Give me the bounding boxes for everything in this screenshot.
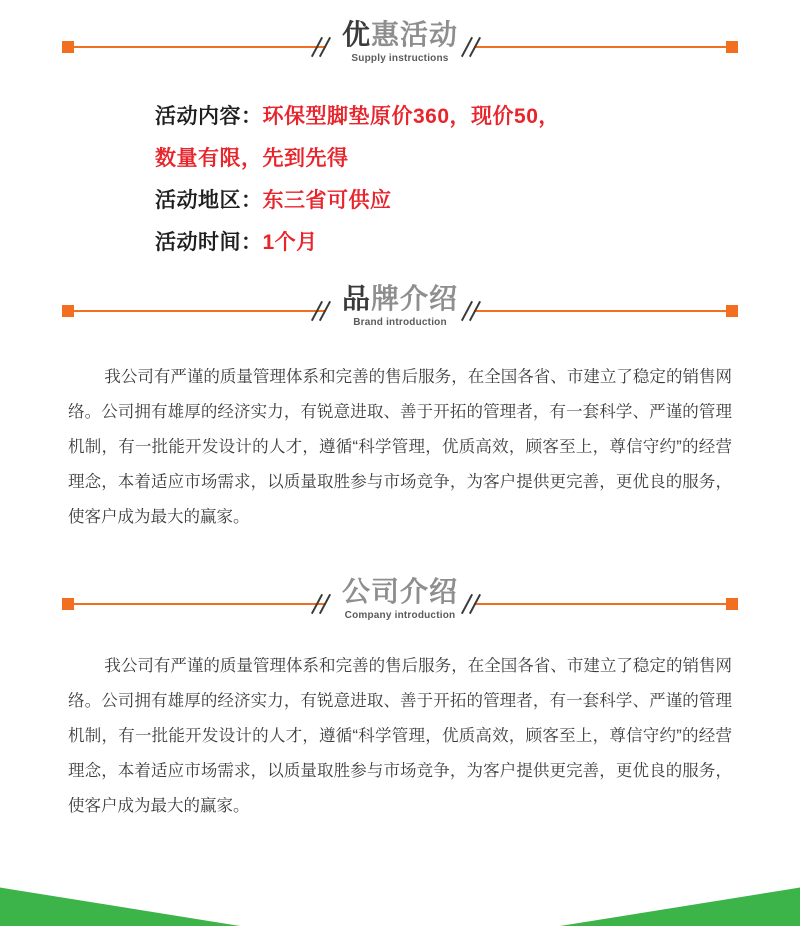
section-header-company-introduction	[68, 575, 732, 631]
promo-row	[155, 222, 800, 264]
section-title-cn	[342, 18, 458, 52]
green-band-shape	[0, 864, 800, 926]
slash-decoration-right-icon	[462, 593, 488, 615]
section-header-brand-introduction	[68, 282, 732, 338]
section-title-brand-introduction	[326, 282, 474, 329]
section-title-cn	[342, 282, 458, 316]
company-introduction-paragraph: 我公司有严谨的质量管理体系和完善的售后服务，在全国各省、市建立了稳定的销售网络。公司拥有雄厚的经济实力，有锐意进取、善于开拓的管理者，有一套科学、严谨的管理机制，有一批能开发设计的人才，遵循“科学管理，优质高效，顾客至上，尊信守约”的经营理念，本着适应市场需求，以质量取胜参与市场竞争，为客户提供更完善，更优良的服务，使客户成为最大的赢家。	[68, 657, 732, 815]
section-title-cn-dark: 品	[341, 283, 371, 314]
slash-decoration-right-icon	[462, 300, 488, 322]
slash-decoration-left-icon	[312, 593, 338, 615]
square-marker-right-icon	[726, 305, 738, 317]
section-title-company-introduction	[326, 575, 474, 622]
promo-value: 数量有限，先到先得	[155, 147, 349, 170]
promo-label: 活动地区：	[155, 189, 263, 212]
section-spacer	[0, 535, 800, 575]
section-title-en: Brand introduction	[353, 317, 447, 328]
promo-label: 活动时间：	[155, 231, 263, 254]
section-header-supply-instructions	[68, 18, 732, 74]
bottom-green-ribbon	[0, 864, 800, 926]
promo-details	[0, 96, 800, 264]
brand-introduction-paragraph: 我公司有严谨的质量管理体系和完善的售后服务，在全国各省、市建立了稳定的销售网络。公司拥有雄厚的经济实力，有锐意进取、善于开拓的管理者，有一套科学、严谨的管理机制，有一批能开发设计的人才，遵循“科学管理，优质高效，顾客至上，尊信守约”的经营理念，本着适应市场需求，以质量取胜参与市场竞争，为客户提供更完善，更优良的服务，使客户成为最大的赢家。	[68, 368, 732, 526]
promo-value: 东三省可供应	[262, 189, 392, 212]
slash-decoration-left-icon	[312, 300, 338, 322]
top-spacer	[0, 0, 800, 18]
slash-decoration-left-icon	[312, 36, 338, 58]
section-title-en: Company introduction	[344, 610, 456, 621]
section-spacer	[0, 264, 800, 282]
section-title-cn-gray: 牌介绍	[371, 283, 459, 314]
promo-label: 活动内容：	[155, 105, 263, 128]
section-title-supply-instructions	[326, 18, 474, 65]
promo-value: 环保型脚垫原价360，现价50，	[262, 105, 560, 128]
slash-decoration-right-icon	[462, 36, 488, 58]
square-marker-left-icon	[62, 41, 74, 53]
promo-row	[155, 96, 800, 138]
section-title-en: Supply instructions	[351, 53, 449, 64]
square-marker-right-icon	[726, 598, 738, 610]
section-title-cn-gray: 惠活动	[371, 19, 459, 50]
square-marker-left-icon	[62, 598, 74, 610]
square-marker-right-icon	[726, 41, 738, 53]
promo-value: 1个月	[262, 231, 318, 254]
promo-row	[155, 180, 800, 222]
section-title-cn	[342, 575, 458, 609]
promo-row	[155, 138, 800, 180]
section-title-cn-dark: 公司介绍	[341, 576, 459, 607]
square-marker-left-icon	[62, 305, 74, 317]
section-title-cn-dark: 优	[341, 19, 371, 50]
